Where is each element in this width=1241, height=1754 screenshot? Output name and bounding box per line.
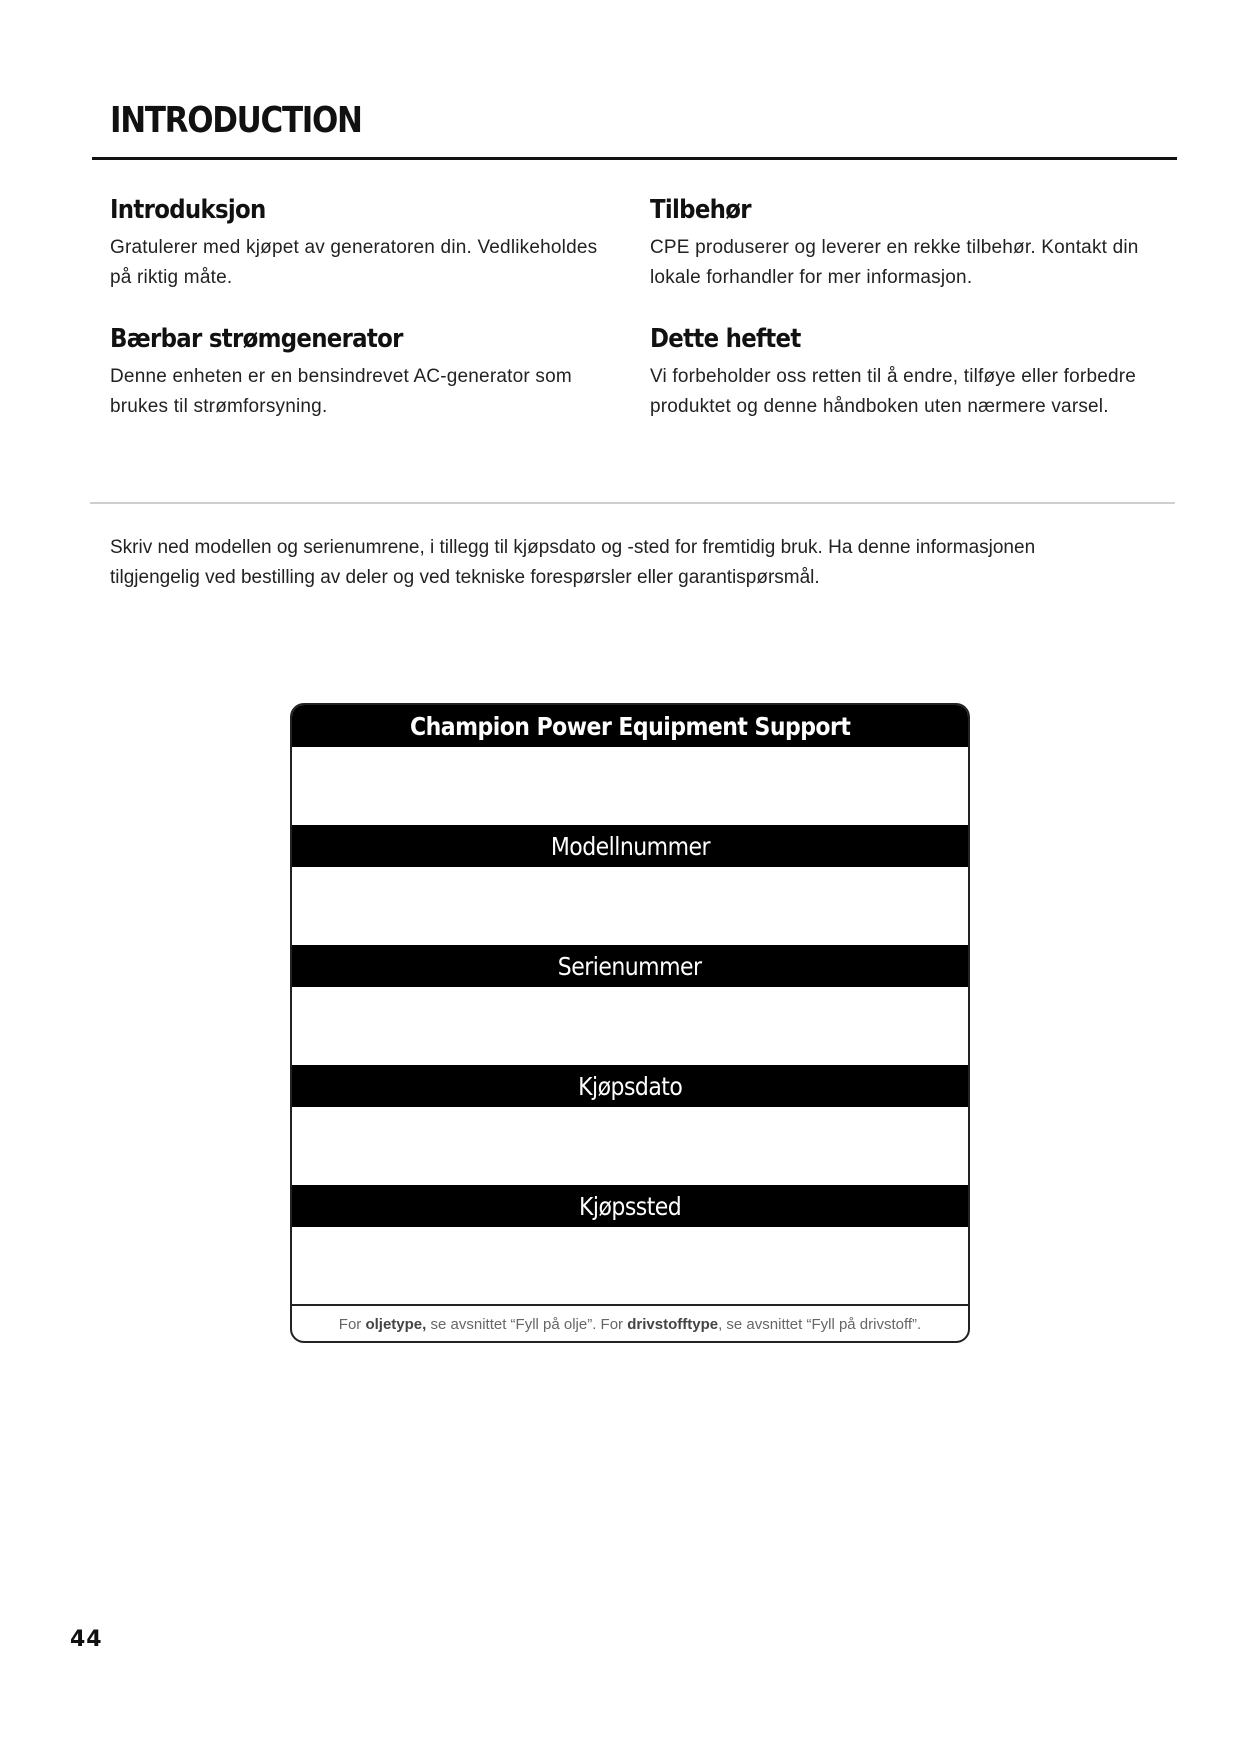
section-text-line: produktet og denne håndboken uten nærmere varsel. [650,396,1109,417]
section-body-baerbar [110,362,650,422]
support-box-footer [292,1304,968,1343]
section-heading-introduksjon: Introduksjon [110,195,266,225]
support-box-header [292,705,968,747]
model-number-label: Modellnummer [550,831,710,861]
purchase-date-label: Kjøpsdato [577,1071,683,1101]
section-body-tilbehor [650,233,1190,293]
section-text-line: Denne enheten er en bensindrevet AC-generator som [110,366,572,387]
section-heading-tilbehor: Tilbehør [650,195,751,225]
footer-note [339,1316,921,1333]
support-info-box [290,703,970,1343]
support-box-title: Champion Power Equipment Support [409,711,851,741]
section-heading-baerbar: Bærbar strømgenerator [110,324,403,354]
purchase-date-field [292,1107,968,1185]
section-baerbar-stromgenerator [110,324,650,422]
section-introduksjon [110,195,650,293]
note-line: tilgjengelig ved bestilling av deler og ved tekniske forespørsler eller garantispørsmål. [110,567,820,588]
purchase-place-field [292,1227,968,1305]
page-title: INTRODUCTION [110,100,362,141]
footer-text: For [338,1316,366,1333]
purchase-date-label-bar [292,1065,968,1107]
section-text-line: Gratulerer med kjøpet av generatoren din. Vedlikeholdes [110,237,598,258]
footer-fuel-type: drivstofftype [627,1316,719,1333]
section-heading-heftet: Dette heftet [650,324,801,354]
section-body-introduksjon [110,233,650,293]
footer-text: , se avsnittet “Fyll på drivstoff”. [718,1316,922,1333]
section-text-line: Vi forbeholder oss retten til å endre, tilføye eller forbedre [650,366,1137,387]
page-number: 44 [70,1627,103,1652]
section-divider [90,502,1175,504]
model-number-field [292,867,968,945]
section-body-heftet [650,362,1190,422]
serial-number-label: Serienummer [558,951,702,981]
section-tilbehor [650,195,1190,293]
note-line: Skriv ned modellen og serienumrene, i tillegg til kjøpsdato og -sted for fremtidig bruk. Ha denne informasjonen [110,537,1036,558]
model-number-label-bar [292,825,968,867]
section-text-line: CPE produserer og leverer en rekke tilbehør. Kontakt din [650,237,1139,258]
serial-number-field [292,987,968,1065]
serial-number-label-bar [292,945,968,987]
title-divider [92,157,1177,160]
footer-text: se avsnittet “Fyll på olje”. For [426,1316,628,1333]
record-note [110,533,1150,593]
footer-oil-type: oljetype, [365,1316,427,1333]
purchase-place-label-bar [292,1185,968,1227]
section-text-line: brukes til strømforsyning. [110,396,328,417]
support-blank-field [292,747,968,825]
section-dette-heftet [650,324,1190,422]
purchase-place-label: Kjøpssted [578,1191,682,1221]
section-text-line: lokale forhandler for mer informasjon. [650,267,973,288]
section-text-line: på riktig måte. [110,267,233,288]
